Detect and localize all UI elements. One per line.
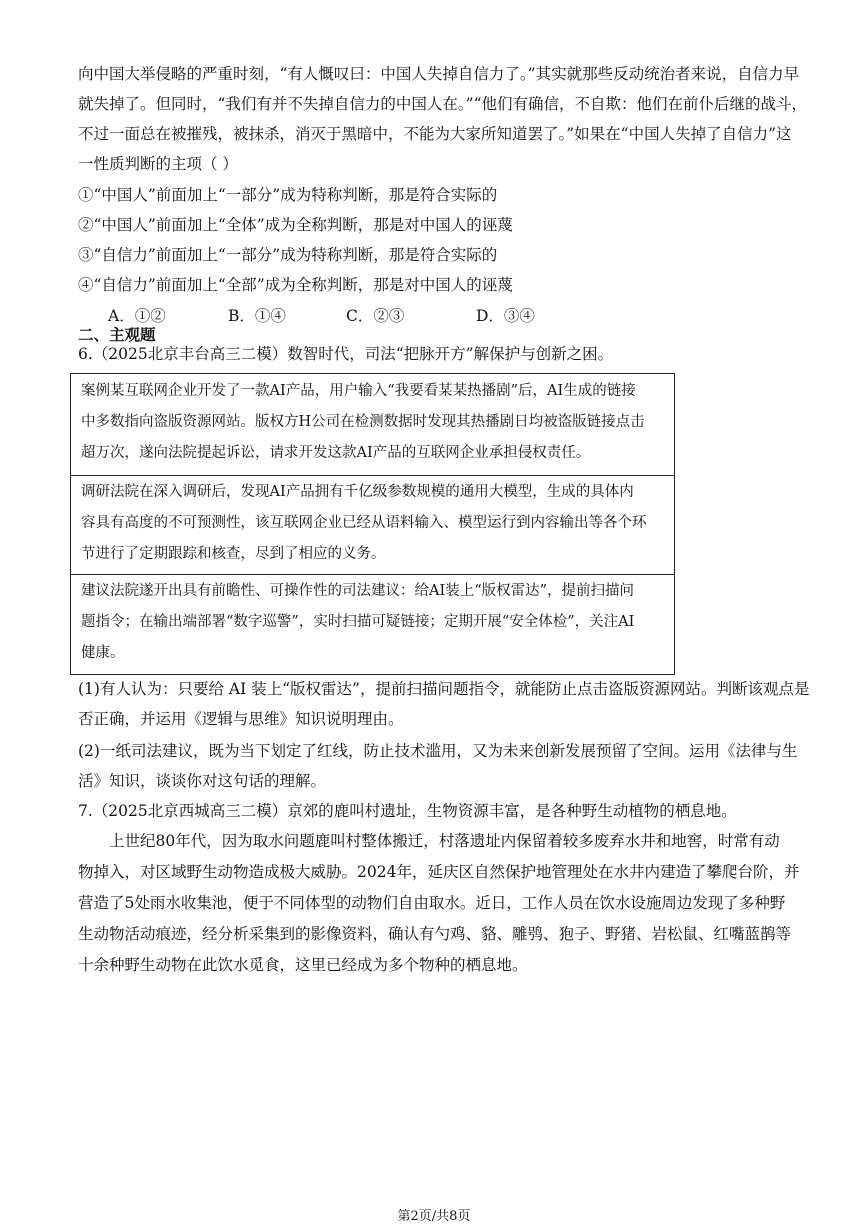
question-6-header: 6.（2025北京丰台高三二模）数智时代，司法“把脉开方”解保护与创新之困。	[78, 345, 614, 363]
option-d[interactable]: D．③④	[476, 307, 535, 325]
option-a[interactable]: A．①②	[108, 307, 166, 325]
case-line: 超万次，遂向法院提起诉讼，请求开发这款AI产品的互联网企业承担侵权责任。	[81, 445, 591, 461]
passage-line: 十余种野生动物在此饮水觅食，这里已经成为多个物种的栖息地。	[78, 956, 528, 974]
research-line: 容具有高度的不可预测性，该互联网企业已经从语料输入、模型运行到内容输出等各个环	[81, 515, 647, 531]
option-c[interactable]: C．②③	[346, 307, 405, 325]
sub-question-1-cont: 否正确，并运用《逻辑与思维》知识说明理由。	[78, 710, 404, 728]
question-7-header: 7.（2025北京西城高三二模）京郊的鹿叫村遗址，生物资源丰富，是各种野生动植物的栖息地。	[78, 802, 737, 820]
research-cell	[71, 477, 674, 575]
suggestion-line: 题指令；在输出端部署“数字巡警”，实时扫描可疑链接；定期开展“安全体检”，关注AI	[81, 614, 635, 630]
intro-line: 向中国大举侵略的严重时刻，“有人慨叹曰：中国人失掉自信力了。”其实就那些反动统治者来说，自信力早	[78, 65, 800, 83]
passage-line: 营造了5处雨水收集池，便于不同体型的动物们自由取水。近日，工作人员在饮水设施周边发现了多种野	[78, 894, 786, 912]
page-number: 第2页/共8页	[397, 1209, 471, 1224]
statement-4: ④“自信力”前面加上“全部”成为全称判断，那是对中国人的诬蔑	[78, 276, 513, 294]
option-b[interactable]: B．①④	[228, 307, 286, 325]
case-line: 案例某互联网企业开发了一款AI产品，用户输入“我要看某某热播剧”后，AI生成的链接	[81, 383, 636, 399]
statement-3: ③“自信力”前面加上“一部分”成为特称判断，那是符合实际的	[78, 246, 498, 264]
suggestion-line: 建议法院遂开出具有前瞻性、可操作性的司法建议：给AI装上“版权雷达”，提前扫描问	[81, 583, 635, 599]
statement-2: ②“中国人”前面加上“全体”成为全称判断，那是对中国人的诬蔑	[78, 216, 513, 234]
sub-question-2-cont: 活》知识，谈谈你对这句话的理解。	[78, 772, 327, 790]
statement-1: ①“中国人”前面加上“一部分”成为特称判断，那是符合实际的	[78, 186, 498, 204]
suggestion-line: 健康。	[81, 645, 125, 661]
case-cell	[71, 376, 674, 476]
passage-line: 上世纪80年代，因为取水问题鹿叫村整体搬迁，村落遗址内保留着较多废弃水井和地窖，时常有动	[109, 832, 780, 850]
sub-question-2: (2)一纸司法建议，既为当下划定了红线，防止技术滥用，又为未来创新发展预留了空间。运用《法律与生	[78, 742, 798, 760]
intro-line: 就失掉了。但同时，“我们有并不失掉自信力的中国人在。”“他们有确信，不自欺：他们在前仆后继的战斗，	[78, 95, 808, 113]
passage-line: 物掉入，对区域野生动物造成极大威胁。2024年，延庆区自然保护地管理处在水井内建造了攀爬台阶，并	[78, 863, 800, 881]
research-line: 节进行了定期跟踪和核查，尽到了相应的义务。	[81, 546, 386, 562]
case-line: 中多数指向盗版资源网站。版权方H公司在检测数据时发现其热播剧日均被盗版链接点击	[81, 414, 645, 430]
sub-question-1: (1)有人认为：只要给 AI 装上“版权雷达”，提前扫描问题指令，就能防止点击盗版资源网站。判断该观点是	[78, 680, 810, 698]
research-line: 调研法院在深入调研后，发现AI产品拥有千亿级参数规模的通用大模型，生成的具体内	[81, 484, 634, 500]
suggestion-cell	[71, 576, 674, 674]
answer-options	[108, 305, 535, 327]
case-table	[70, 373, 675, 675]
intro-line: 不过一面总在被摧残，被抹杀，消灭于黑暗中，不能为大家所知道罢了。”如果在“中国人失掉了自信力”这	[78, 125, 792, 143]
passage-line: 生动物活动痕迹，经分析采集到的影像资料，确认有勺鸡、貉、雕鸮、狍子、野猪、岩松鼠、红嘴蓝鹊等	[78, 925, 792, 943]
intro-line: 一性质判断的主项（ ）	[78, 155, 238, 173]
section-title: 二、主观题	[78, 326, 156, 344]
